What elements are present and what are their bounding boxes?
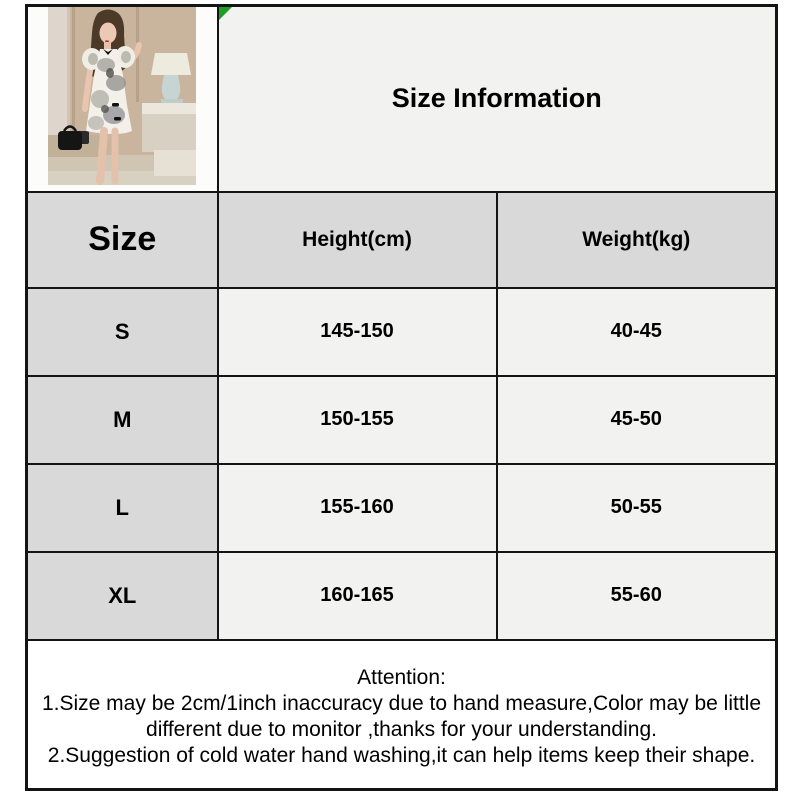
product-photo-cell [27, 6, 218, 192]
attention-note-1: 1.Size may be 2cm/1inch inaccuracy due to hand measure,Color may be little different due to monitor ,thanks for your understanding. [41, 691, 762, 741]
dress-model-photo-illustration [48, 7, 196, 185]
table-row-s [27, 288, 777, 376]
attention-note-2: 2.Suggestion of cold water hand washing,it can help items keep their shape. [47, 743, 756, 767]
column-header-height: Height(cm) [218, 192, 497, 288]
size-chart-sheet [25, 4, 778, 791]
column-header-weight: Weight(kg) [497, 192, 777, 288]
weight-value-l: 50-55 [497, 464, 777, 552]
attention-heading: Attention: [357, 665, 446, 689]
page-title: Size Information [391, 83, 602, 114]
height-value-m: 150-155 [218, 376, 497, 464]
table-row-xl [27, 552, 777, 640]
size-information-table [25, 4, 778, 791]
table-row-m [27, 376, 777, 464]
size-label-xl: XL [27, 552, 218, 640]
size-label-m: M [27, 376, 218, 464]
weight-value-xl: 55-60 [497, 552, 777, 640]
weight-value-m: 45-50 [497, 376, 777, 464]
table-row-l [27, 464, 777, 552]
column-header-size: Size [27, 192, 218, 288]
height-value-xl: 160-165 [218, 552, 497, 640]
product-photo [48, 7, 196, 185]
size-information-title-cell [218, 6, 777, 192]
height-value-s: 145-150 [218, 288, 497, 376]
attention-note-cell [27, 640, 777, 790]
weight-value-s: 40-45 [497, 288, 777, 376]
height-value-l: 155-160 [218, 464, 497, 552]
size-label-l: L [27, 464, 218, 552]
size-label-s: S [27, 288, 218, 376]
green-corner-flag-icon [219, 7, 233, 21]
